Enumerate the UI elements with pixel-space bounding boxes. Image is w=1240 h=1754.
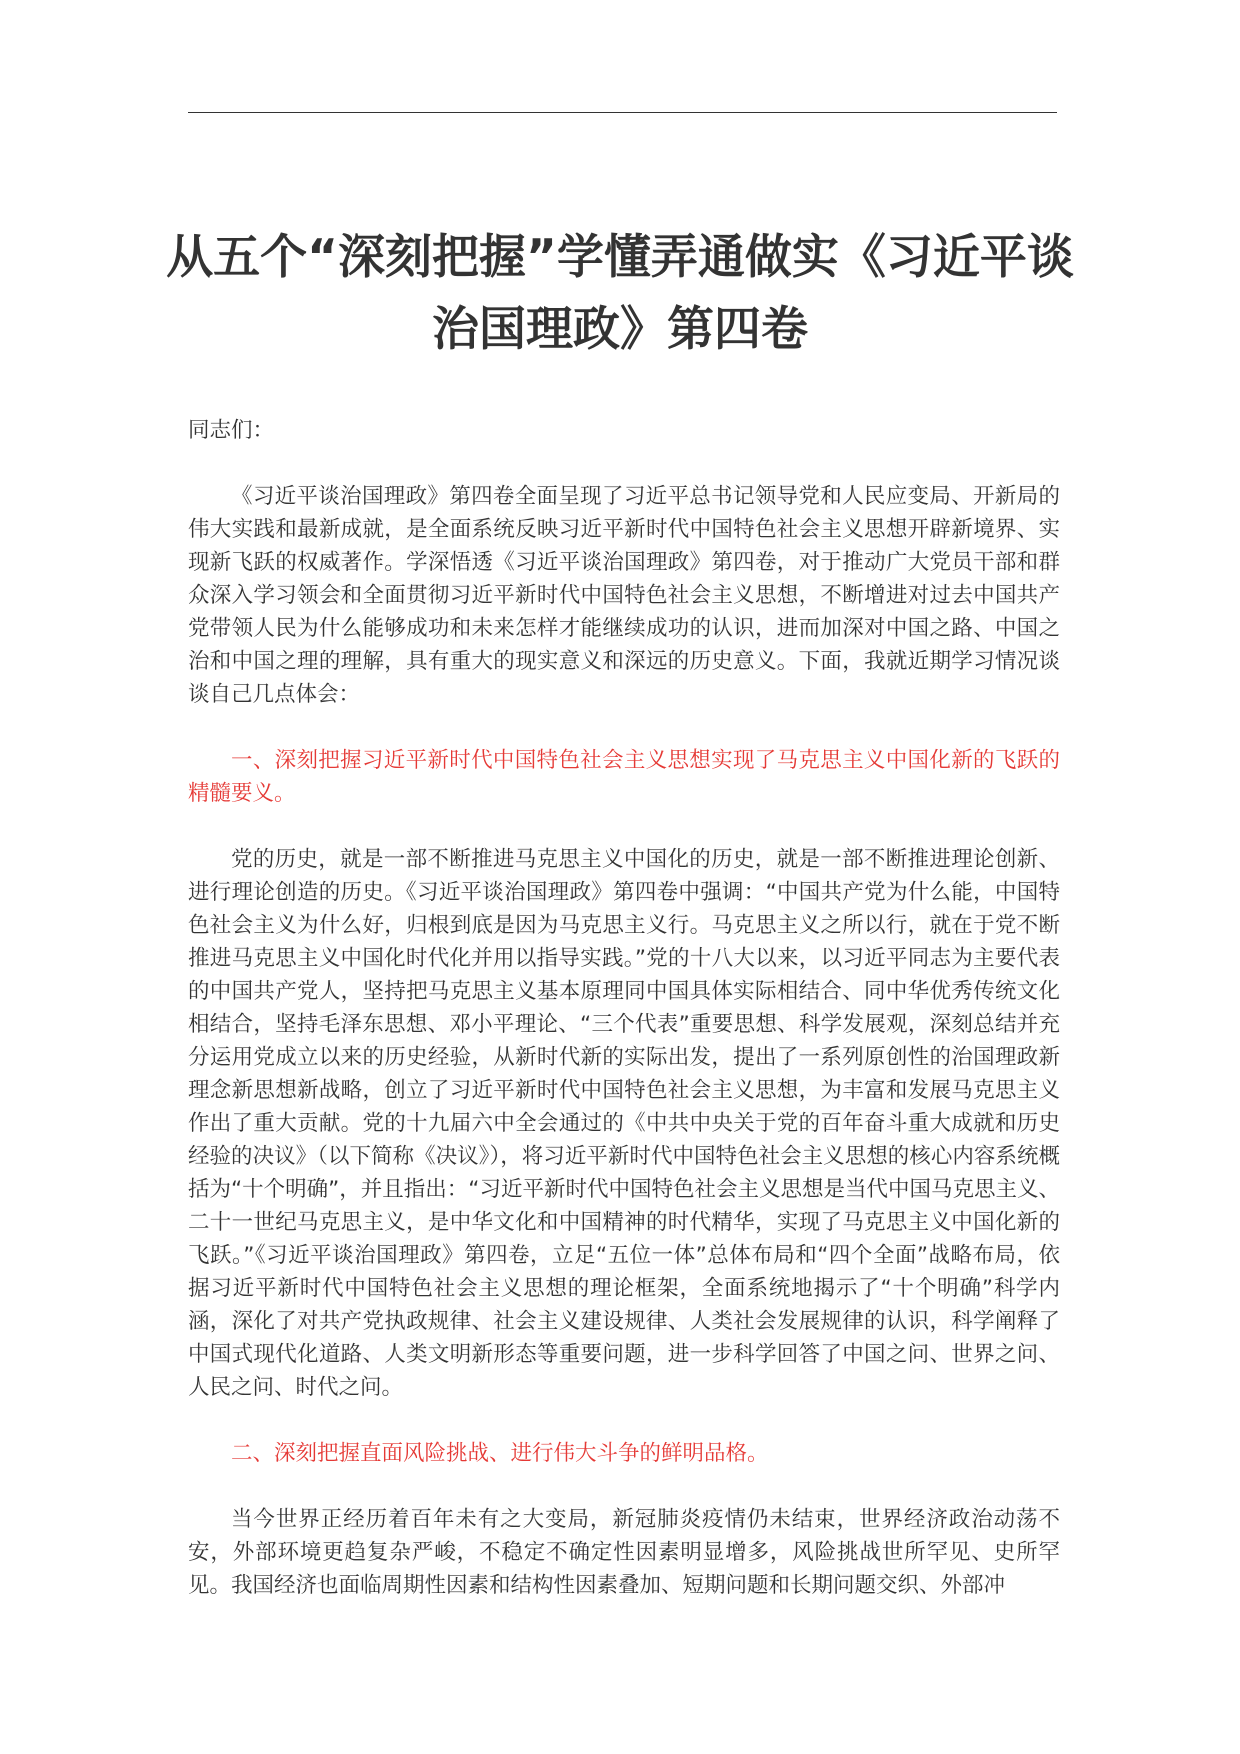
header-rule <box>188 112 1057 113</box>
section-1-paragraph: 党的历史，就是一部不断推进马克思主义中国化的历史，就是一部不断推进理论创新、进行理论创造的历史。《习近平谈治国理政》第四卷中强调：“中国共产党为什么能，中国特色社会主义为什么好，归根到底是因为马克思主义行。马克思主义之所以行，就在于党不断推进马克思主义中国化时代化并用以指导实践。”党的十八大以来，以习近平同志为主要代表的中国共产党人，坚持把马克思主义基本原理同中国具体实际相结合、同中华优秀传统文化相结合，坚持毛泽东思想、邓小平理论、“三个代表”重要思想、科学发展观，深刻总结并充分运用党成立以来的历史经验，从新时代新的实际出发，提出了一系列原创性的治国理政新理念新思想新战略，创立了习近平新时代中国特色社会主义思想，为丰富和发展马克思主义作出了重大贡献。党的十九届六中全会通过的《中共中央关于党的百年奋斗重大成就和历史经验的决议》（以下简称《决议》），将习近平新时代中国特色社会主义思想的核心内容系统概括为“十个明确”，并且指出：“习近平新时代中国特色社会主义思想是当代中国马克思主义、二十一世纪马克思主义，是中华文化和中国精神的时代精华，实现了马克思主义中国化新的飞跃。”《习近平谈治国理政》第四卷，立足“五位一体”总体布局和“四个全面”战略布局，依据习近平新时代中国特色社会主义思想的理论框架，全面系统地揭示了“十个明确”科学内涵，深化了对共产党执政规律、社会主义建设规律、人类社会发展规律的认识，科学阐释了中国式现代化道路、人类文明新形态等重要问题，进一步科学回答了中国之问、世界之问、人民之问、时代之问。 <box>188 847 1060 1400</box>
section-heading-1: 一、深刻把握习近平新时代中国特色社会主义思想实现了马克思主义中国化新的飞跃的精髓要义。 <box>188 748 1060 806</box>
salutation: 同志们： <box>188 418 275 443</box>
section-heading-2: 二、深刻把握直面风险挑战、进行伟大斗争的鲜明品格。 <box>231 1441 769 1466</box>
section-2-paragraph: 当今世界正经历着百年未有之大变局，新冠肺炎疫情仍未结束，世界经济政治动荡不安，外部环境更趋复杂严峻，不稳定不确定性因素明显增多，风险挑战世所罕见、史所罕见。我国经济也面临周期性因素和结构性因素叠加、短期问题和长期问题交织、外部冲 <box>188 1507 1060 1598</box>
document-title: 从五个“深刻把握”学懂弄通做实《习近平谈治国理政》第四卷 <box>166 230 1074 357</box>
intro-paragraph: 《习近平谈治国理政》第四卷全面呈现了习近平总书记领导党和人民应变局、开新局的伟大实践和最新成就，是全面系统反映习近平新时代中国特色社会主义思想开辟新境界、实现新飞跃的权威著作。学深悟透《习近平谈治国理政》第四卷，对于推动广大党员干部和群众深入学习领会和全面贯彻习近平新时代中国特色社会主义思想，不断增进对过去中国共产党带领人民为什么能够成功和未来怎样才能继续成功的认识，进而加深对中国之路、中国之治和中国之理的理解，具有重大的现实意义和深远的历史意义。下面，我就近期学习情况谈谈自己几点体会： <box>188 484 1060 707</box>
document-body <box>188 414 1060 1602</box>
